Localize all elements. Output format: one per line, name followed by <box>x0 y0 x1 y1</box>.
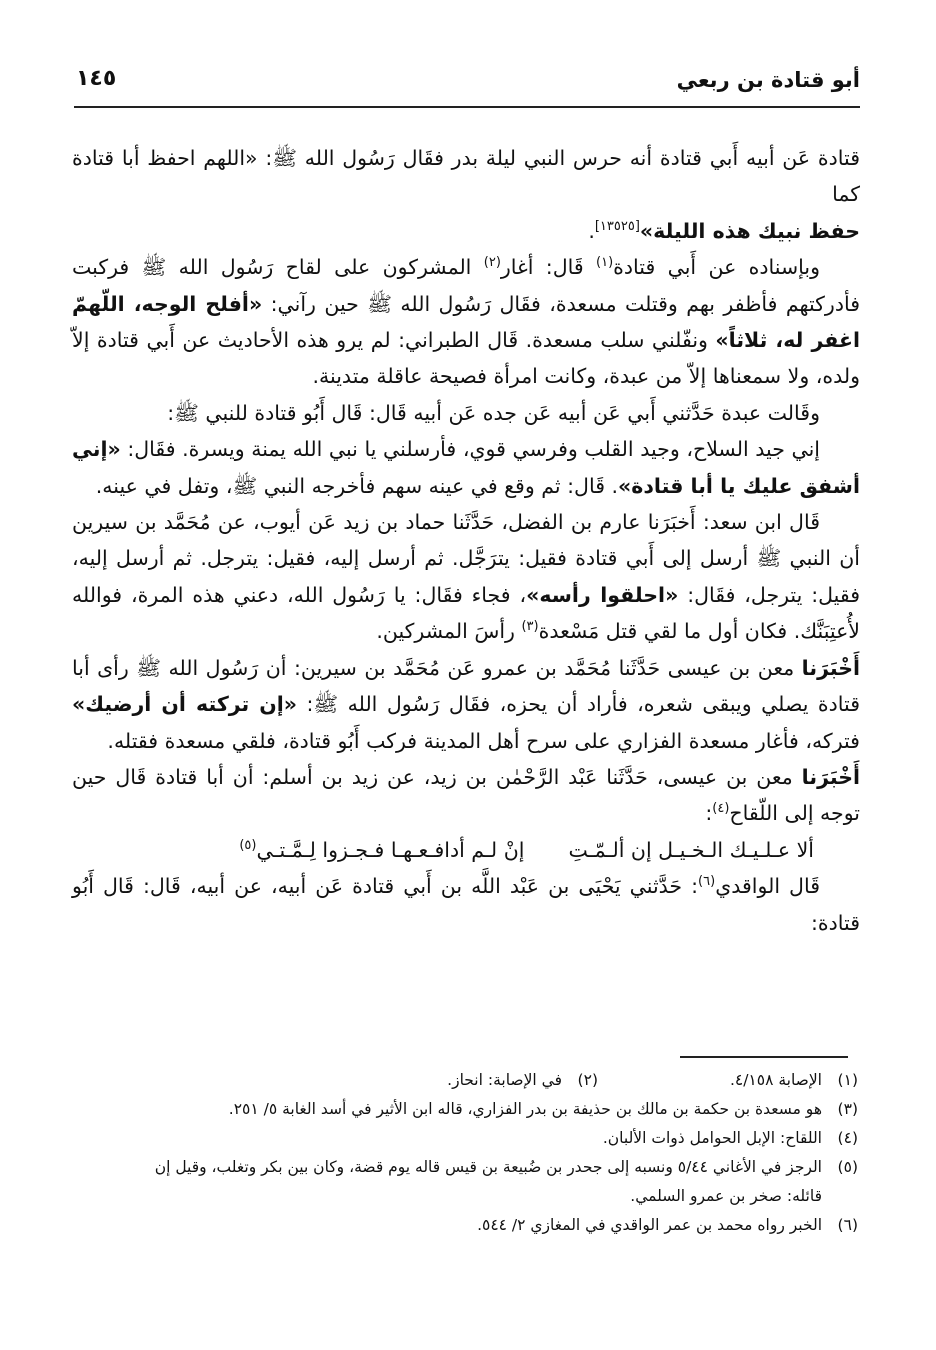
paragraph-4 <box>72 431 860 504</box>
p4-b: . قَال: ثم وقع في عينه سهم فأخرجه النبي ﷺ، وتفل في عينه. <box>95 473 619 498</box>
paragraph-7 <box>72 759 860 832</box>
main-text <box>72 140 860 941</box>
p7-a: معن بن عيسى، حَدَّثَنا عَبْد الرَّحْمٰن بن زيد، عن زيد بن أسلم: أن أبا قتادة قَال حين توجه إلى اللّقاح <box>72 764 860 826</box>
footnotes-row-1-2 <box>72 1066 858 1095</box>
p4-a: إني جيد السلاح، وجيد القلب وفرسي قوي، فأرسلني يا نبي الله يمنة ويسرة. فقَال: <box>127 437 820 462</box>
footnote-5-continuation: قائله: صخر بن عمرو السلمي. <box>630 1187 822 1205</box>
p2-d: ونفّلني سلب مسعدة. قَال الطبراني: لم يرو هذه الأحاديث عن أَبي قتادة إلاّ ولده، ولا سمعناها إلاّ من عبدة، وكانت امرأة فصيحة عاقلة متدينة. <box>72 328 860 389</box>
poem-hemistich-2-wrap <box>239 832 524 868</box>
p8-b: : حَدَّثني يَحْيَى بن عَبْد اللَّه بن أَبي قتادة عَن أبيه، عن أبيه، قَال: قَال أَبُو قتادة: <box>72 874 860 935</box>
footnote-ref-3: (٣) <box>521 619 539 635</box>
p5-b: ، فجاء فقَال: يا رَسُول الله، دعني هذه المرة، فوالله لأُعتِبَنَّك. فكان أول ما لقي قتل مَسْعدة <box>72 582 860 644</box>
footnotes <box>72 1066 858 1240</box>
p5-c: رأسَ المشركين. <box>376 619 522 644</box>
p6-bold: «إن تركته أن أرضيك» <box>72 692 298 717</box>
hadith-number: [١٣٥٢٥] <box>594 218 640 234</box>
footnote-3-text: هو مسعدة بن حكمة بن مالك بن حذيفة بن بدر الفزاري، قاله ابن الأثير في أسد الغابة ٥/ ٢٥١. <box>228 1100 822 1118</box>
footnote-2-text: في الإصابة: انحاز. <box>447 1071 562 1089</box>
footnote-6-num: (٦) <box>837 1216 858 1234</box>
footnote-5-text: الرجز في الأغاني ٥/٤٤ ونسبه إلى جحدر بن ضُبيعة بن قيس قاله يوم قضة، وكان بين بكر وتغلب، وقيل إن <box>154 1158 822 1176</box>
footnote-1 <box>598 1066 858 1095</box>
p5-a: قَال ابن سعد: أَخبَرَنا عارم بن الفضل، حَدَّثَنا حماد بن زيد عَن أيوب، عن مُحَمَّد بن سيرين أن النبي ﷺ أرسل إلى أَبي قتادة فقيل: يترَجَّل. ثم أرسل إليه، فقيل: يترجل. ثم أرسل إليه، فقيل: يترجل، فقَال: <box>72 510 860 607</box>
p7-akhbarana: أَخْبَرَنا <box>801 764 860 789</box>
paragraph-6 <box>72 650 860 759</box>
p2-b: قَال: أغار <box>500 255 597 280</box>
footnote-3-num: (٣) <box>837 1100 858 1118</box>
paragraph-2 <box>72 249 860 395</box>
p1-end: . <box>588 218 595 243</box>
footnote-3 <box>72 1095 858 1124</box>
p7-b: : <box>705 801 713 826</box>
footnote-6-text: الخبر رواه محمد بن عمر الواقدي في المغازي ٢/ ٥٤٤. <box>477 1216 822 1234</box>
p6-a: معن بن عيسى حَدَّثَنا مُحَمَّد بن عمرو عَن مُحَمَّد بن سيرين: أن رَسُول الله ﷺ رأى أبا قتادة يصلي ويبقى شعره، فأراد أن يحزه، فقَال رَسُول الله ﷺ: <box>72 655 860 717</box>
paragraph-8 <box>72 868 860 941</box>
footnote-ref-6: (٦) <box>698 874 716 890</box>
p4-bold: «إني أشفق عليك يا أبا قتادة» <box>72 437 860 498</box>
p6-b: فتركه، فأغار مسعدة الفزاري على سرح أهل المدينة فركب أَبُو قتادة، فلقي مسعدة فقتله. <box>107 728 860 753</box>
footnote-4-num: (٤) <box>837 1129 858 1147</box>
p2-bold: «أفلح الوجه، اللّهمّ اغفر له، ثلاثاً» <box>72 291 860 353</box>
p5-bold: «احلقوا رأسه» <box>526 582 679 607</box>
poem-hemistich-2: إنْ لـم أدافـعـهـا فـجـزوا لِـمَّـتـي <box>256 837 525 862</box>
footnote-5 <box>72 1153 858 1182</box>
p1-bold: حفظ نبيك هذه الليلة» <box>639 218 860 243</box>
paragraph-5 <box>72 504 860 650</box>
p2-c: المشركون على لقاح رَسُول الله ﷺ فركبت فأدركتهم فأظفر بهم وقتلت مسعدة، فقَال رَسُول الله ﷺ حين رآني: <box>72 255 860 316</box>
footnote-1-text: الإصابة ٤/١٥٨. <box>729 1071 822 1089</box>
footnote-5-num: (٥) <box>837 1158 858 1176</box>
footnote-4 <box>72 1124 858 1153</box>
footnote-2 <box>447 1066 598 1095</box>
footnote-ref-1: (١) <box>596 255 614 271</box>
poem-verse <box>72 832 860 868</box>
footnote-ref-5: (٥) <box>239 837 257 853</box>
running-header <box>74 66 860 108</box>
poem-hemistich-1: ألا عـلـيـك الـخـيـل إن ألـمّـتِ <box>568 837 814 862</box>
p6-akhbarana: أَخْبَرَنا <box>801 655 860 680</box>
footnote-1-num: (١) <box>837 1071 858 1089</box>
p2-a: وبإسناده عن أَبي قتادة <box>613 255 821 280</box>
footnote-4-text: اللقاح: الإبل الحوامل ذوات الألبان. <box>602 1129 822 1147</box>
footnote-ref-4: (٤) <box>712 801 730 817</box>
footnote-ref-2: (٢) <box>483 255 501 271</box>
footnote-6 <box>72 1211 858 1240</box>
footnote-separator <box>680 1056 848 1058</box>
paragraph-1 <box>72 140 860 249</box>
p8-a: قَال الواقدي <box>715 874 820 899</box>
running-title: أبو قتادة بن ربعي <box>676 68 860 92</box>
p1-line1: قتادة عَن أبيه أَبي قتادة أنه حرس النبي ليلة بدر فقَال رَسُول الله ﷺ: «اللهم احفظ أبا قتادة كما <box>72 146 860 207</box>
paragraph-3: وقَالت عبدة حَدَّثني أَبي عَن أبيه عَن جده عَن أبيه قَال: قَال أَبُو قتادة للنبي ﷺ: <box>167 400 820 425</box>
page-number: ١٤٥ <box>76 66 117 91</box>
footnote-2-num: (٢) <box>577 1071 598 1089</box>
